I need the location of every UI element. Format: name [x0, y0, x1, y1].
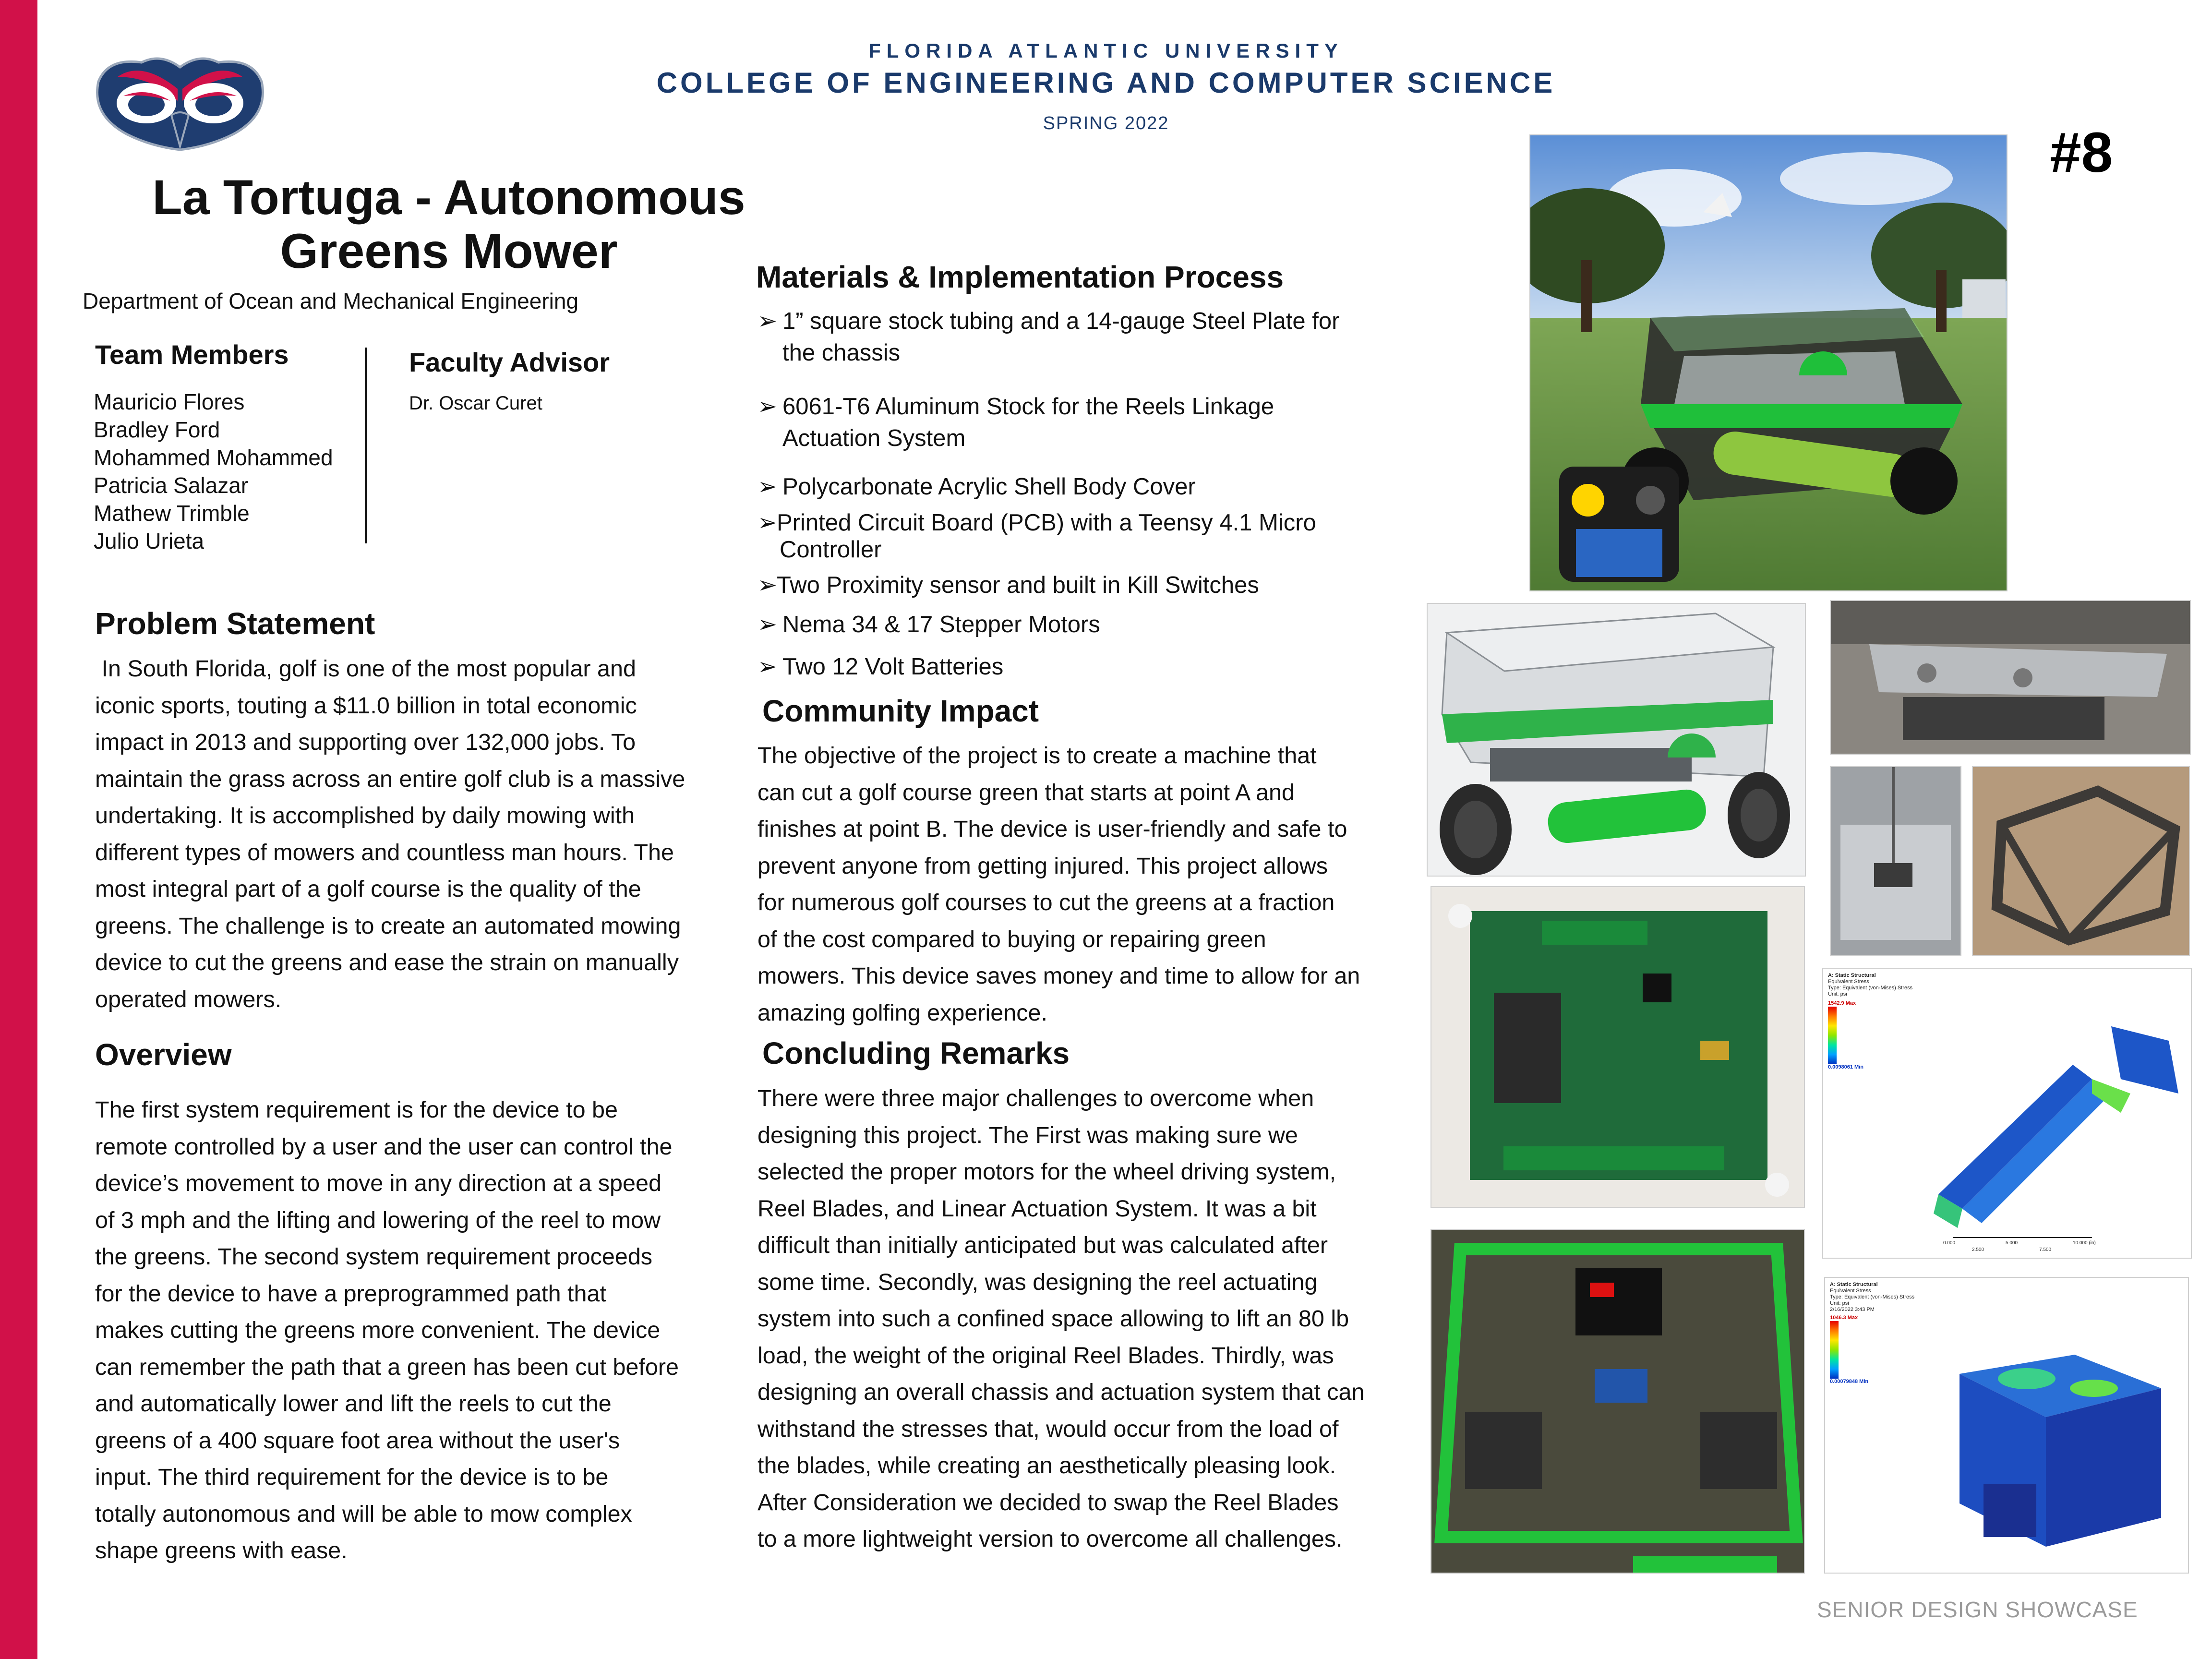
list-item: ➢Printed Circuit Board (PCB) with a Teensy 4.1 Micro Controller: [757, 510, 1316, 563]
bullet-arrow-icon: ➢: [757, 474, 778, 500]
list-item: ➢ 1” square stock tubing and a 14-gauge Steel Plate for the chassis: [757, 308, 1340, 366]
fea-1-scale: 0.000 2.500 5.000 7.500 10.000 (in): [1943, 1240, 2096, 1252]
text-line: of the cost compared to buying or repairing green: [757, 926, 1266, 952]
bullet-arrow-icon: ➢: [757, 654, 778, 680]
text-line: can remember the path that a green has been cut before: [95, 1354, 679, 1380]
text-line: to a more lightweight version to overcome all challenges.: [757, 1526, 1343, 1552]
text-line: device to cut the greens and ease the strain on manually: [95, 950, 679, 975]
text-line: prevent anyone from getting injured. This project allows: [757, 853, 1328, 879]
text-line: for numerous golf courses to cut the greens at a fraction: [757, 890, 1335, 915]
text-line: remote controlled by a user and the user can control the: [95, 1133, 673, 1160]
team-member: Mathew Trimble: [94, 501, 250, 526]
text-line: of 3 mph and the lifting and lowering of the reel to mow: [95, 1207, 661, 1233]
fea-result-1: [1822, 968, 2192, 1259]
text-line: The first system requirement is for the device to be: [95, 1097, 618, 1123]
overview-text: [95, 1092, 748, 1569]
text-line: The objective of the project is to create a machine that: [757, 743, 1317, 769]
text-line: selected the proper motors for the wheel driving system,: [757, 1159, 1336, 1185]
text-line: iconic sports, touting a $11.0 billion in total economic: [95, 692, 637, 719]
text-line: different types of mowers and countless man hours. The: [95, 839, 674, 866]
team-member: Julio Urieta: [94, 529, 204, 553]
team-list: [94, 388, 333, 555]
fea-2-legend: A: Static Structural Equivalent Stress Type: Equivalent (von-Mises) Stress Unit: psi 2/16/2022 3:43 PM 1046.3 Max 0.00079848 Min: [1830, 1282, 1915, 1384]
text-line: can cut a golf course green that starts at point A and: [757, 779, 1295, 805]
text-line: designing an overall chassis and actuation system that can: [757, 1379, 1365, 1405]
fea-result-2: [1824, 1277, 2189, 1574]
list-item: ➢ Nema 34 & 17 Stepper Motors: [757, 612, 1100, 637]
bullet-arrow-icon: ➢: [757, 612, 778, 637]
text-line: input. The third requirement for the device is to be: [95, 1464, 609, 1490]
text-line: undertaking. It is accomplished by daily mowing with: [95, 803, 635, 829]
bullet-arrow-icon: ➢: [757, 510, 778, 536]
concluding-heading: Concluding Remarks: [762, 1036, 1070, 1070]
cad-mower-illustration: [1428, 604, 1806, 877]
title-line-2: Greens Mower: [280, 224, 618, 278]
list-item: ➢ Polycarbonate Acrylic Shell Body Cover: [757, 474, 1196, 500]
chassis-frame-photo: [1972, 766, 2190, 956]
text-line: the blades, while creating an aesthetically pleasing look.: [757, 1453, 1336, 1479]
text-line: most integral part of a golf course is the quality of the: [95, 876, 641, 902]
text-line: designing this project. The First was making sure we: [757, 1122, 1298, 1148]
text-line: device’s movement to move in any direction at a speed: [95, 1170, 661, 1196]
mower-photo: [1529, 134, 2008, 591]
title-line-1: La Tortuga - Autonomous: [152, 170, 745, 225]
cad-render: [1427, 603, 1806, 877]
team-member: Mohammed Mohammed: [94, 445, 333, 470]
text-line: and automatically lower and lift the reels to cut the: [95, 1391, 612, 1417]
team-heading: Team Members: [95, 339, 289, 370]
overview-heading: Overview: [95, 1037, 232, 1072]
advisor-name: Dr. Oscar Curet: [409, 393, 542, 414]
problem-heading: Problem Statement: [95, 606, 375, 641]
text-line: for the device to have a preprogrammed path that: [95, 1280, 606, 1307]
side-accent-bar: [0, 0, 37, 1659]
text-line: shape greens with ease.: [95, 1538, 348, 1563]
list-item: ➢ 6061-T6 Aluminum Stock for the Reels Linkage Actuation System: [757, 394, 1274, 451]
text-line: greens. The challenge is to create an automated mowing: [95, 913, 681, 939]
team-member: Patricia Salazar: [94, 473, 249, 498]
text-line: load, the weight of the original Reel Blades. Thirdly, was: [757, 1342, 1334, 1369]
fau-owl-logo: [89, 48, 271, 151]
linkage-photo: [1830, 600, 2191, 755]
text-line: Reel Blades, and Linear Actuation System. It was a bit: [757, 1195, 1317, 1222]
text-line: In South Florida, golf is one of the most popular and: [95, 656, 636, 682]
fea-1-mesh: [1823, 969, 2192, 1259]
term-label: SPRING 2022: [1043, 113, 1169, 133]
text-line: makes cutting the greens more convenient. The device: [95, 1317, 661, 1343]
text-line: mowers. This device saves money and time to allow for an: [757, 963, 1360, 989]
workshop-photo-1: [1830, 766, 1961, 956]
advisor-heading: Faculty Advisor: [409, 347, 610, 377]
pcb-illustration: [1431, 887, 1805, 1208]
linkage-illustration: [1831, 601, 2191, 755]
community-heading: Community Impact: [762, 694, 1039, 728]
list-item: ➢ Two 12 Volt Batteries: [757, 654, 1004, 680]
university-name: FLORIDA ATLANTIC UNIVERSITY: [868, 39, 1344, 62]
text-line: operated mowers.: [95, 986, 282, 1012]
electronics-photo: [1431, 1229, 1805, 1574]
team-member: Bradley Ford: [94, 417, 220, 442]
community-text: [757, 737, 1430, 1031]
bullet-arrow-icon: ➢: [757, 572, 778, 598]
text-line: maintain the grass across an entire golf club is a massive: [95, 766, 685, 792]
team-member: Mauricio Flores: [94, 389, 245, 414]
text-line: impact in 2013 and supporting over 132,000 jobs. To: [95, 729, 636, 755]
workshop-illustration-1: [1831, 767, 1961, 956]
text-line: amazing golfing experience.: [757, 999, 1047, 1026]
college-name: COLLEGE OF ENGINEERING AND COMPUTER SCIENCE: [656, 67, 1556, 99]
bullet-arrow-icon: ➢: [757, 308, 778, 334]
text-line: withstand the stresses that, would occur from the load of: [757, 1416, 1339, 1442]
text-line: There were three major challenges to overcome when: [757, 1085, 1314, 1111]
pcb-photo: [1431, 886, 1805, 1208]
bullet-arrow-icon: ➢: [757, 394, 778, 420]
fea-1-legend: A: Static Structural Equivalent Stress Type: Equivalent (von-Mises) Stress Unit: psi 1542.9 Max 0.0098061 Min: [1828, 973, 1913, 1070]
footer-label: SENIOR DESIGN SHOWCASE: [1817, 1597, 2138, 1622]
text-line: totally autonomous and will be able to mow complex: [95, 1501, 632, 1527]
poster-number: #8: [2050, 121, 2113, 184]
divider: [365, 348, 367, 543]
list-item: ➢Two Proximity sensor and built in Kill Switches: [757, 572, 1259, 598]
department: Department of Ocean and Mechanical Engineering: [83, 289, 579, 313]
chassis-frame-illustration: [1973, 767, 2190, 956]
text-line: the greens. The second system requirement proceeds: [95, 1244, 653, 1270]
mower-illustration: [1530, 135, 2008, 591]
text-line: difficult than initially anticipated but was calculated after: [757, 1232, 1328, 1258]
poster-title: [149, 170, 749, 278]
text-line: system into such a confined space allowing to lift an 80 lb: [757, 1306, 1349, 1332]
text-line: greens of a 400 square foot area without the user's: [95, 1427, 620, 1454]
electronics-illustration: [1431, 1230, 1805, 1574]
text-line: After Consideration we decided to swap the Reel Blades: [757, 1489, 1339, 1515]
text-line: some time. Secondly, was designing the reel actuating: [757, 1269, 1318, 1295]
text-line: finishes at point B. The device is user-friendly and safe to: [757, 816, 1347, 842]
materials-heading: Materials & Implementation Process: [756, 260, 1284, 294]
problem-text: [95, 650, 748, 1018]
concluding-text: [757, 1080, 1430, 1558]
fea-2-mesh: [1825, 1278, 2189, 1574]
